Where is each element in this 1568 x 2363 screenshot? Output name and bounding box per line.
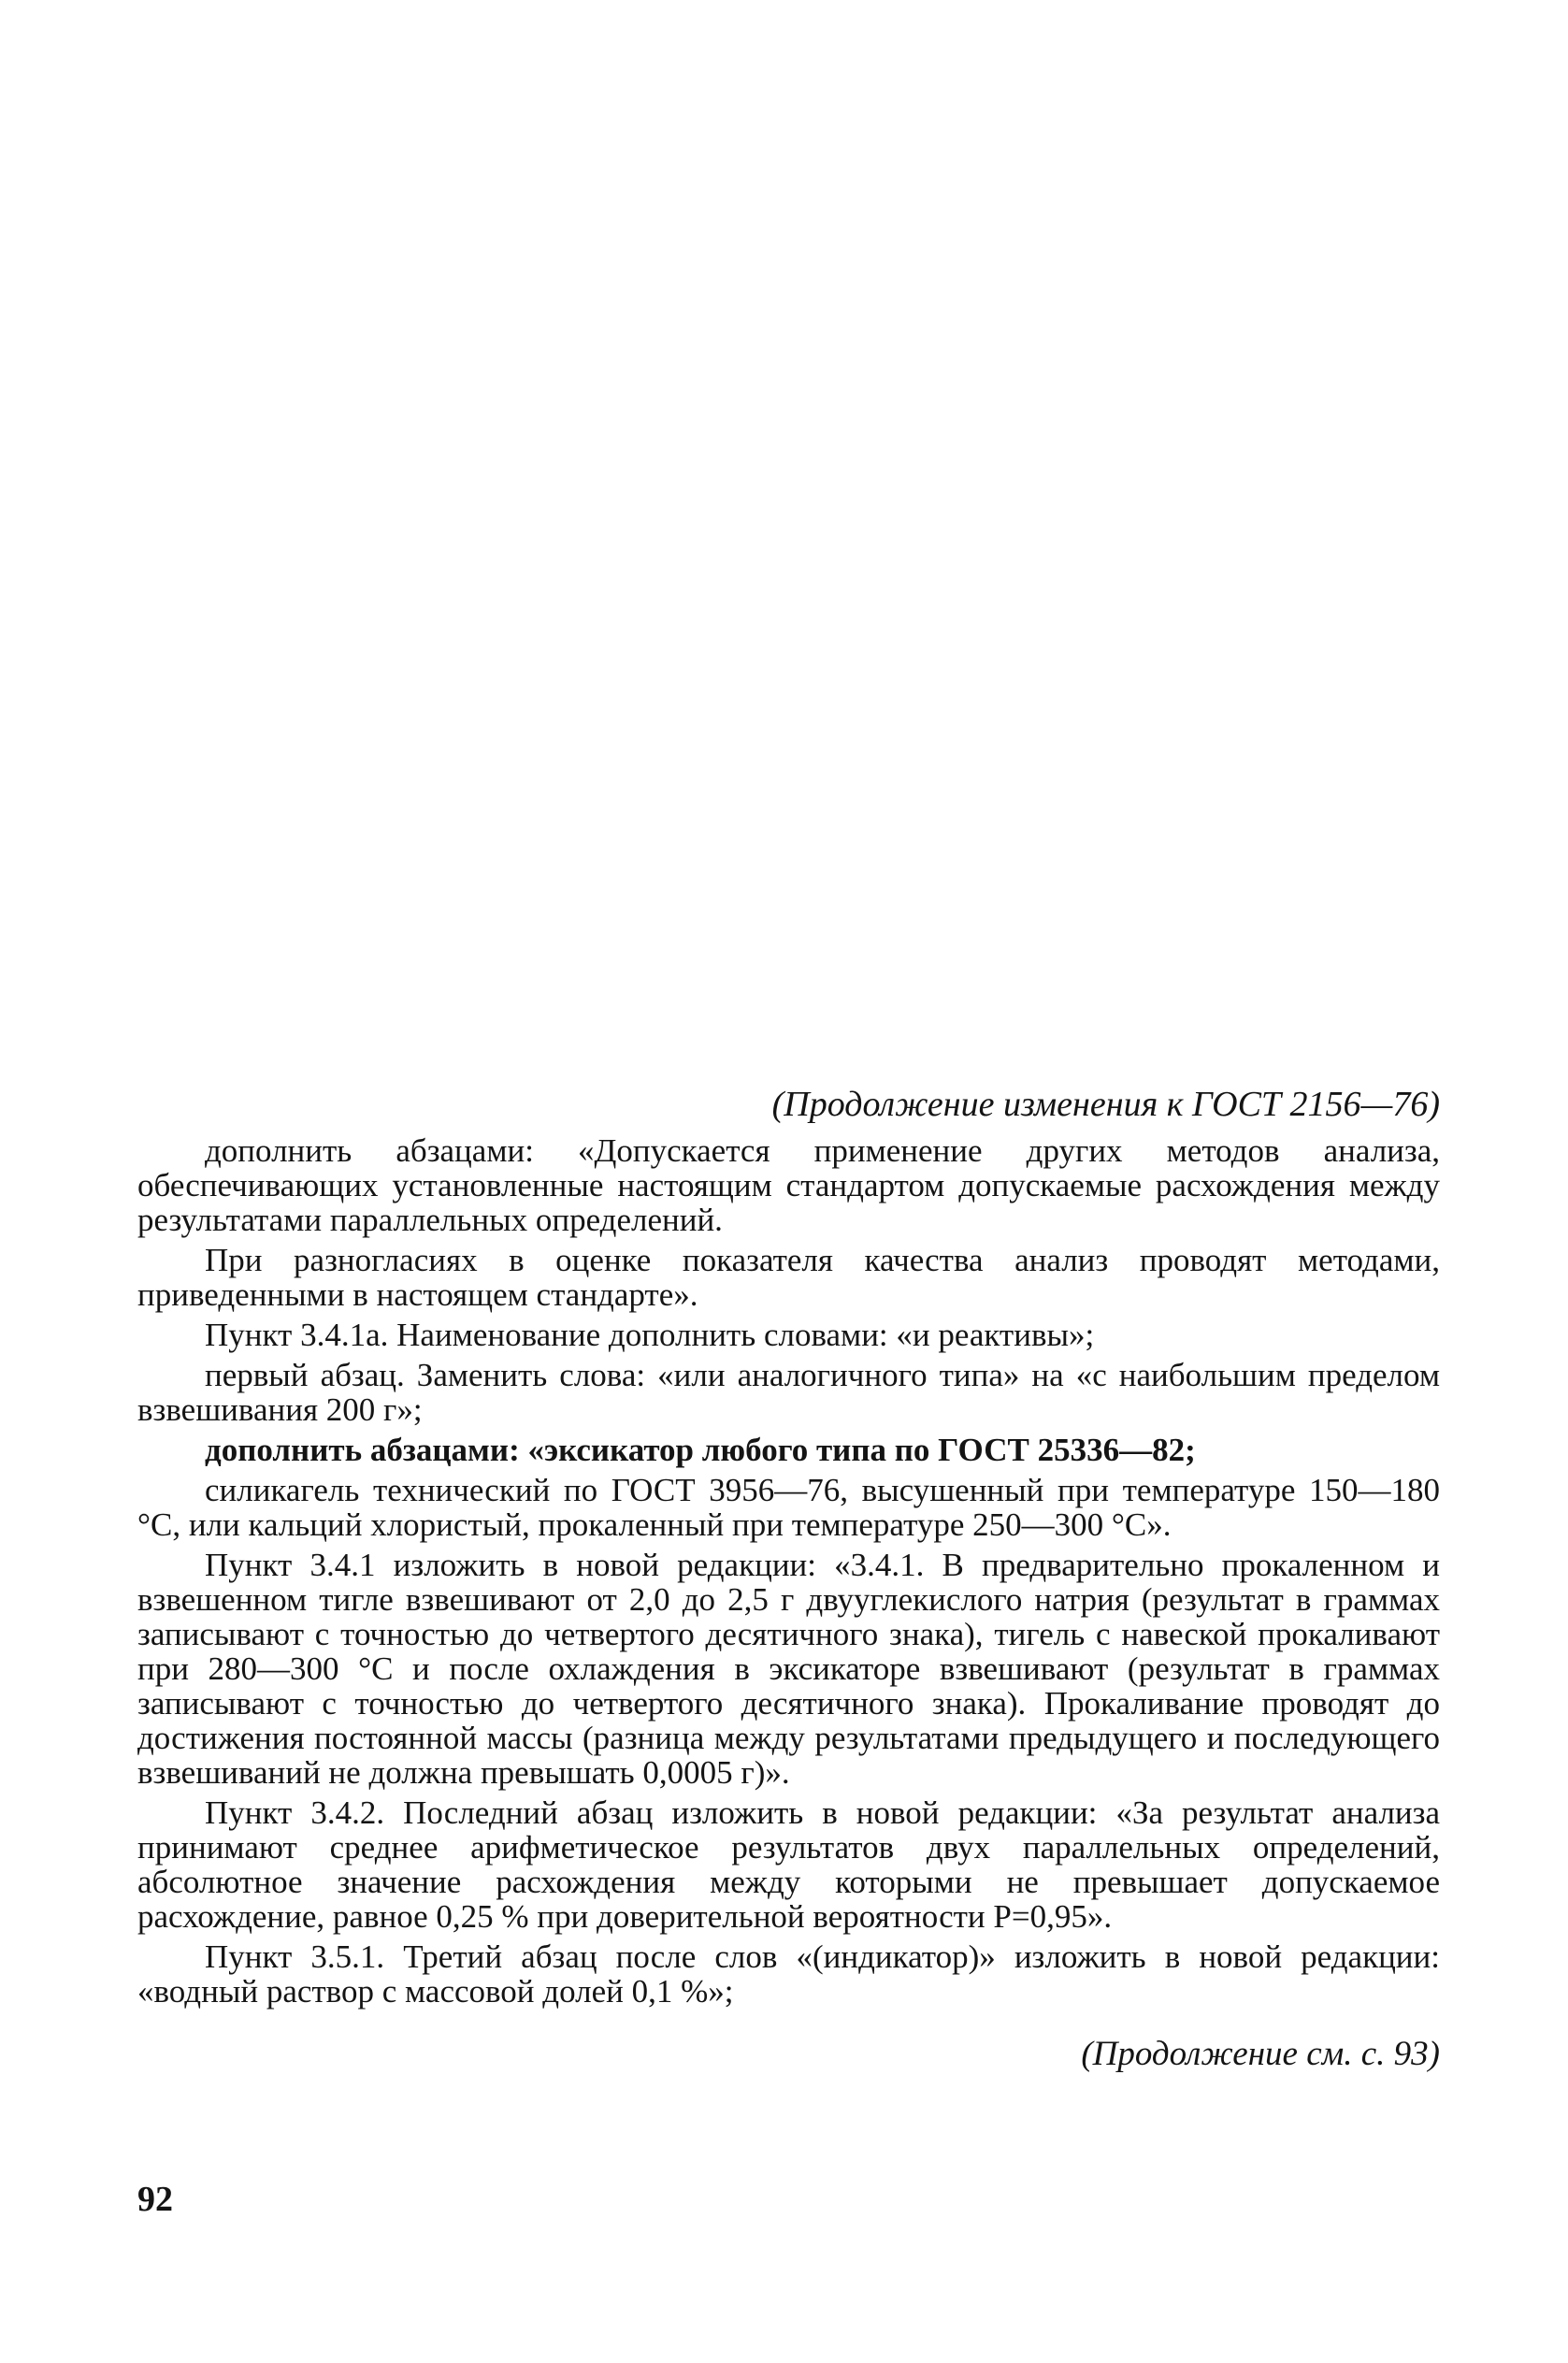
running-head: (Продолжение изменения к ГОСТ 2156—76)	[771, 1085, 1440, 1124]
paragraph-9: Пункт 3.5.1. Третий абзац после слов «(индикатор)» изложить в новой редакции: «водный раствор с массовой долей 0,1 %»;	[137, 1938, 1440, 2010]
text-block	[137, 1085, 1440, 2074]
paragraph-8: Пункт 3.4.2. Последний абзац изложить в новой редакции: «За результат анализа принимают среднее арифметическое результатов двух параллельных определений, абсолютное значение расхождения между которыми не превышает допускаемое расхождение, равное 0,25 % при доверительной вероятности Р=0,95».	[137, 1794, 1440, 1935]
paragraph-2: При разногласиях в оценке показателя качества анализ проводят методами, приведенными в настоящем стандарте».	[137, 1242, 1440, 1313]
paragraph-5: дополнить абзацами: «эксикатор любого типа по ГОСТ 25336—82;	[205, 1432, 1196, 1468]
paragraph-4: первый абзац. Заменить слова: «или аналогичного типа» на «с наибольшим пределом взвешивания 200 г»;	[137, 1357, 1440, 1428]
page-number: 92	[137, 2180, 173, 2219]
paragraph-6: силикагель технический по ГОСТ 3956—76, высушенный при температуре 150—180 °С, или кальций хлористый, прокаленный при температуре 250—300 °С».	[137, 1472, 1440, 1543]
paragraph-3: Пункт 3.4.1а. Наименование дополнить словами: «и реактивы»;	[205, 1317, 1095, 1353]
paragraph-1: дополнить абзацами: «Допускается применение других методов анализа, обеспечивающих установленные настоящим стандартом допускаемые расхождения между результатами параллельных определений.	[137, 1132, 1440, 1238]
paragraph-7: Пункт 3.4.1 изложить в новой редакции: «3.4.1. В предварительно прокаленном и взвешенном тигле взвешивают от 2,0 до 2,5 г двууглекислого натрия (результат в граммах записывают с точностью до четвертого десятичного знака), тигель с навеской прокаливают при 280—300 °С и после охлаждения в эксикаторе взвешивают (результат в граммах записывают с точностью до четвертого десятичного знака). Прокаливание проводят до достижения постоянной массы (разница между результатами предыдущего и последующего взвешиваний не должна превышать 0,0005 г)».	[137, 1547, 1440, 1791]
continuation-note: (Продолжение см. с. 93)	[1081, 2035, 1440, 2073]
